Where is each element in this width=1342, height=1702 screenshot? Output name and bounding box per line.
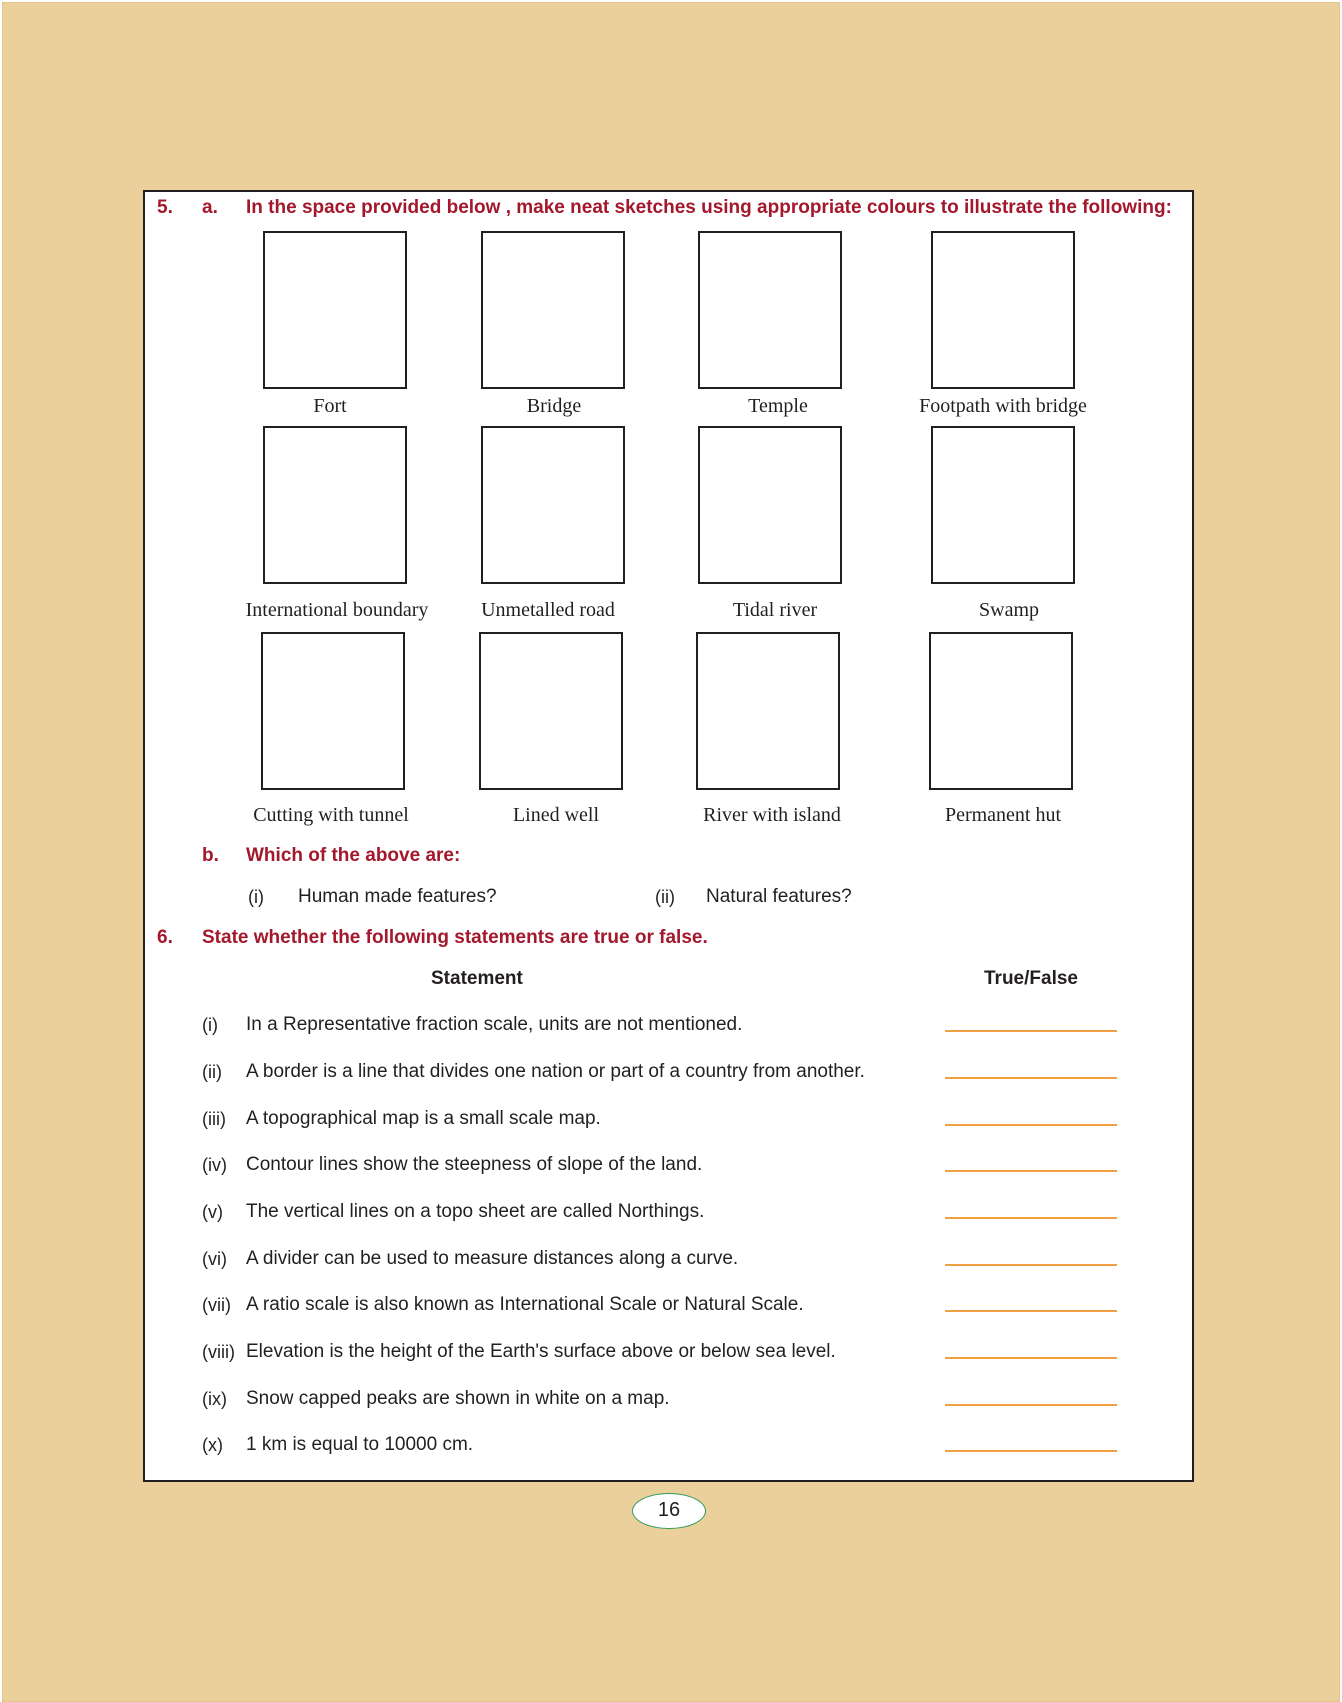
answer-blank[interactable] xyxy=(945,1077,1117,1079)
sketch-label: Lined well xyxy=(512,804,600,826)
statement-text: Snow capped peaks are shown in white on a map. xyxy=(246,1388,670,1409)
q5b-option-text: Natural features? xyxy=(706,886,852,907)
q6-instruction: State whether the following statements are true or false. xyxy=(202,927,708,948)
sketch-box-international-boundary[interactable] xyxy=(263,426,407,584)
q5-number: 5. xyxy=(157,197,173,218)
sketch-label: River with island xyxy=(703,804,841,826)
q5a-instruction: In the space provided below , make neat sketches using appropriate colours to illustrate the following: xyxy=(246,197,1172,218)
statement-text: Elevation is the height of the Earth's surface above or below sea level. xyxy=(246,1341,836,1362)
sketch-box-fort[interactable] xyxy=(263,231,407,389)
answer-blank[interactable] xyxy=(945,1404,1117,1406)
sketch-label: Temple xyxy=(748,395,808,417)
statement-index: (ix) xyxy=(202,1389,227,1409)
sketch-label: Swamp xyxy=(979,599,1039,621)
answer-column-header: True/False xyxy=(984,968,1078,989)
statement-column-header: Statement xyxy=(431,968,523,989)
sketch-label: Bridge xyxy=(526,395,582,417)
statement-text: The vertical lines on a topo sheet are called Northings. xyxy=(246,1201,705,1222)
sketch-box-tidal-river[interactable] xyxy=(698,426,842,584)
sketch-label: Tidal river xyxy=(732,599,818,621)
statement-text: A border is a line that divides one nation or part of a country from another. xyxy=(246,1061,865,1082)
answer-blank[interactable] xyxy=(945,1124,1117,1126)
statement-index: (vi) xyxy=(202,1249,227,1269)
statement-index: (vii) xyxy=(202,1295,231,1315)
answer-blank[interactable] xyxy=(945,1310,1117,1312)
statement-index: (i) xyxy=(202,1015,218,1035)
sketch-box-lined-well[interactable] xyxy=(479,632,623,790)
statement-index: (viii) xyxy=(202,1342,235,1362)
sketch-box-footpath-with-bridge[interactable] xyxy=(931,231,1075,389)
sketch-label: Cutting with tunnel xyxy=(253,804,409,826)
sketch-label: Footpath with bridge xyxy=(919,395,1087,417)
q5a-label: a. xyxy=(202,197,218,218)
statement-text: A divider can be used to measure distances along a curve. xyxy=(246,1248,739,1269)
answer-blank[interactable] xyxy=(945,1217,1117,1219)
q5b-option-index: (ii) xyxy=(655,887,675,907)
statement-index: (x) xyxy=(202,1435,223,1455)
sketch-label: International boundary xyxy=(245,599,429,621)
statement-text: Contour lines show the steepness of slope of the land. xyxy=(246,1154,703,1175)
sketch-label: Permanent hut xyxy=(944,804,1062,826)
statement-index: (v) xyxy=(202,1202,223,1222)
sketch-box-river-with-island[interactable] xyxy=(696,632,840,790)
statement-text: A ratio scale is also known as International Scale or Natural Scale. xyxy=(246,1294,804,1315)
statement-text: 1 km is equal to 10000 cm. xyxy=(246,1434,474,1455)
sketch-box-unmetalled-road[interactable] xyxy=(481,426,625,584)
q5b-option-index: (i) xyxy=(248,887,264,907)
answer-blank[interactable] xyxy=(945,1030,1117,1032)
sketch-box-temple[interactable] xyxy=(698,231,842,389)
answer-blank[interactable] xyxy=(945,1450,1117,1452)
answer-blank[interactable] xyxy=(945,1357,1117,1359)
q5b-option-text: Human made features? xyxy=(298,886,497,907)
sketch-label: Fort xyxy=(313,395,347,417)
sketch-label: Unmetalled road xyxy=(481,599,615,621)
sketch-box-cutting-with-tunnel[interactable] xyxy=(261,632,405,790)
q5b-label: b. xyxy=(202,845,219,866)
statement-index: (iv) xyxy=(202,1155,227,1175)
statement-index: (iii) xyxy=(202,1109,226,1129)
answer-blank[interactable] xyxy=(945,1264,1117,1266)
sketch-box-bridge[interactable] xyxy=(481,231,625,389)
q6-number: 6. xyxy=(157,927,173,948)
q5b-question: Which of the above are: xyxy=(246,845,461,866)
answer-blank[interactable] xyxy=(945,1170,1117,1172)
sketch-box-swamp[interactable] xyxy=(931,426,1075,584)
statement-text: In a Representative fraction scale, units are not mentioned. xyxy=(246,1014,743,1035)
page-number: 16 xyxy=(632,1493,706,1529)
statement-index: (ii) xyxy=(202,1062,222,1082)
worksheet xyxy=(143,190,1194,1482)
sketch-box-permanent-hut[interactable] xyxy=(929,632,1073,790)
statement-text: A topographical map is a small scale map. xyxy=(246,1108,601,1129)
